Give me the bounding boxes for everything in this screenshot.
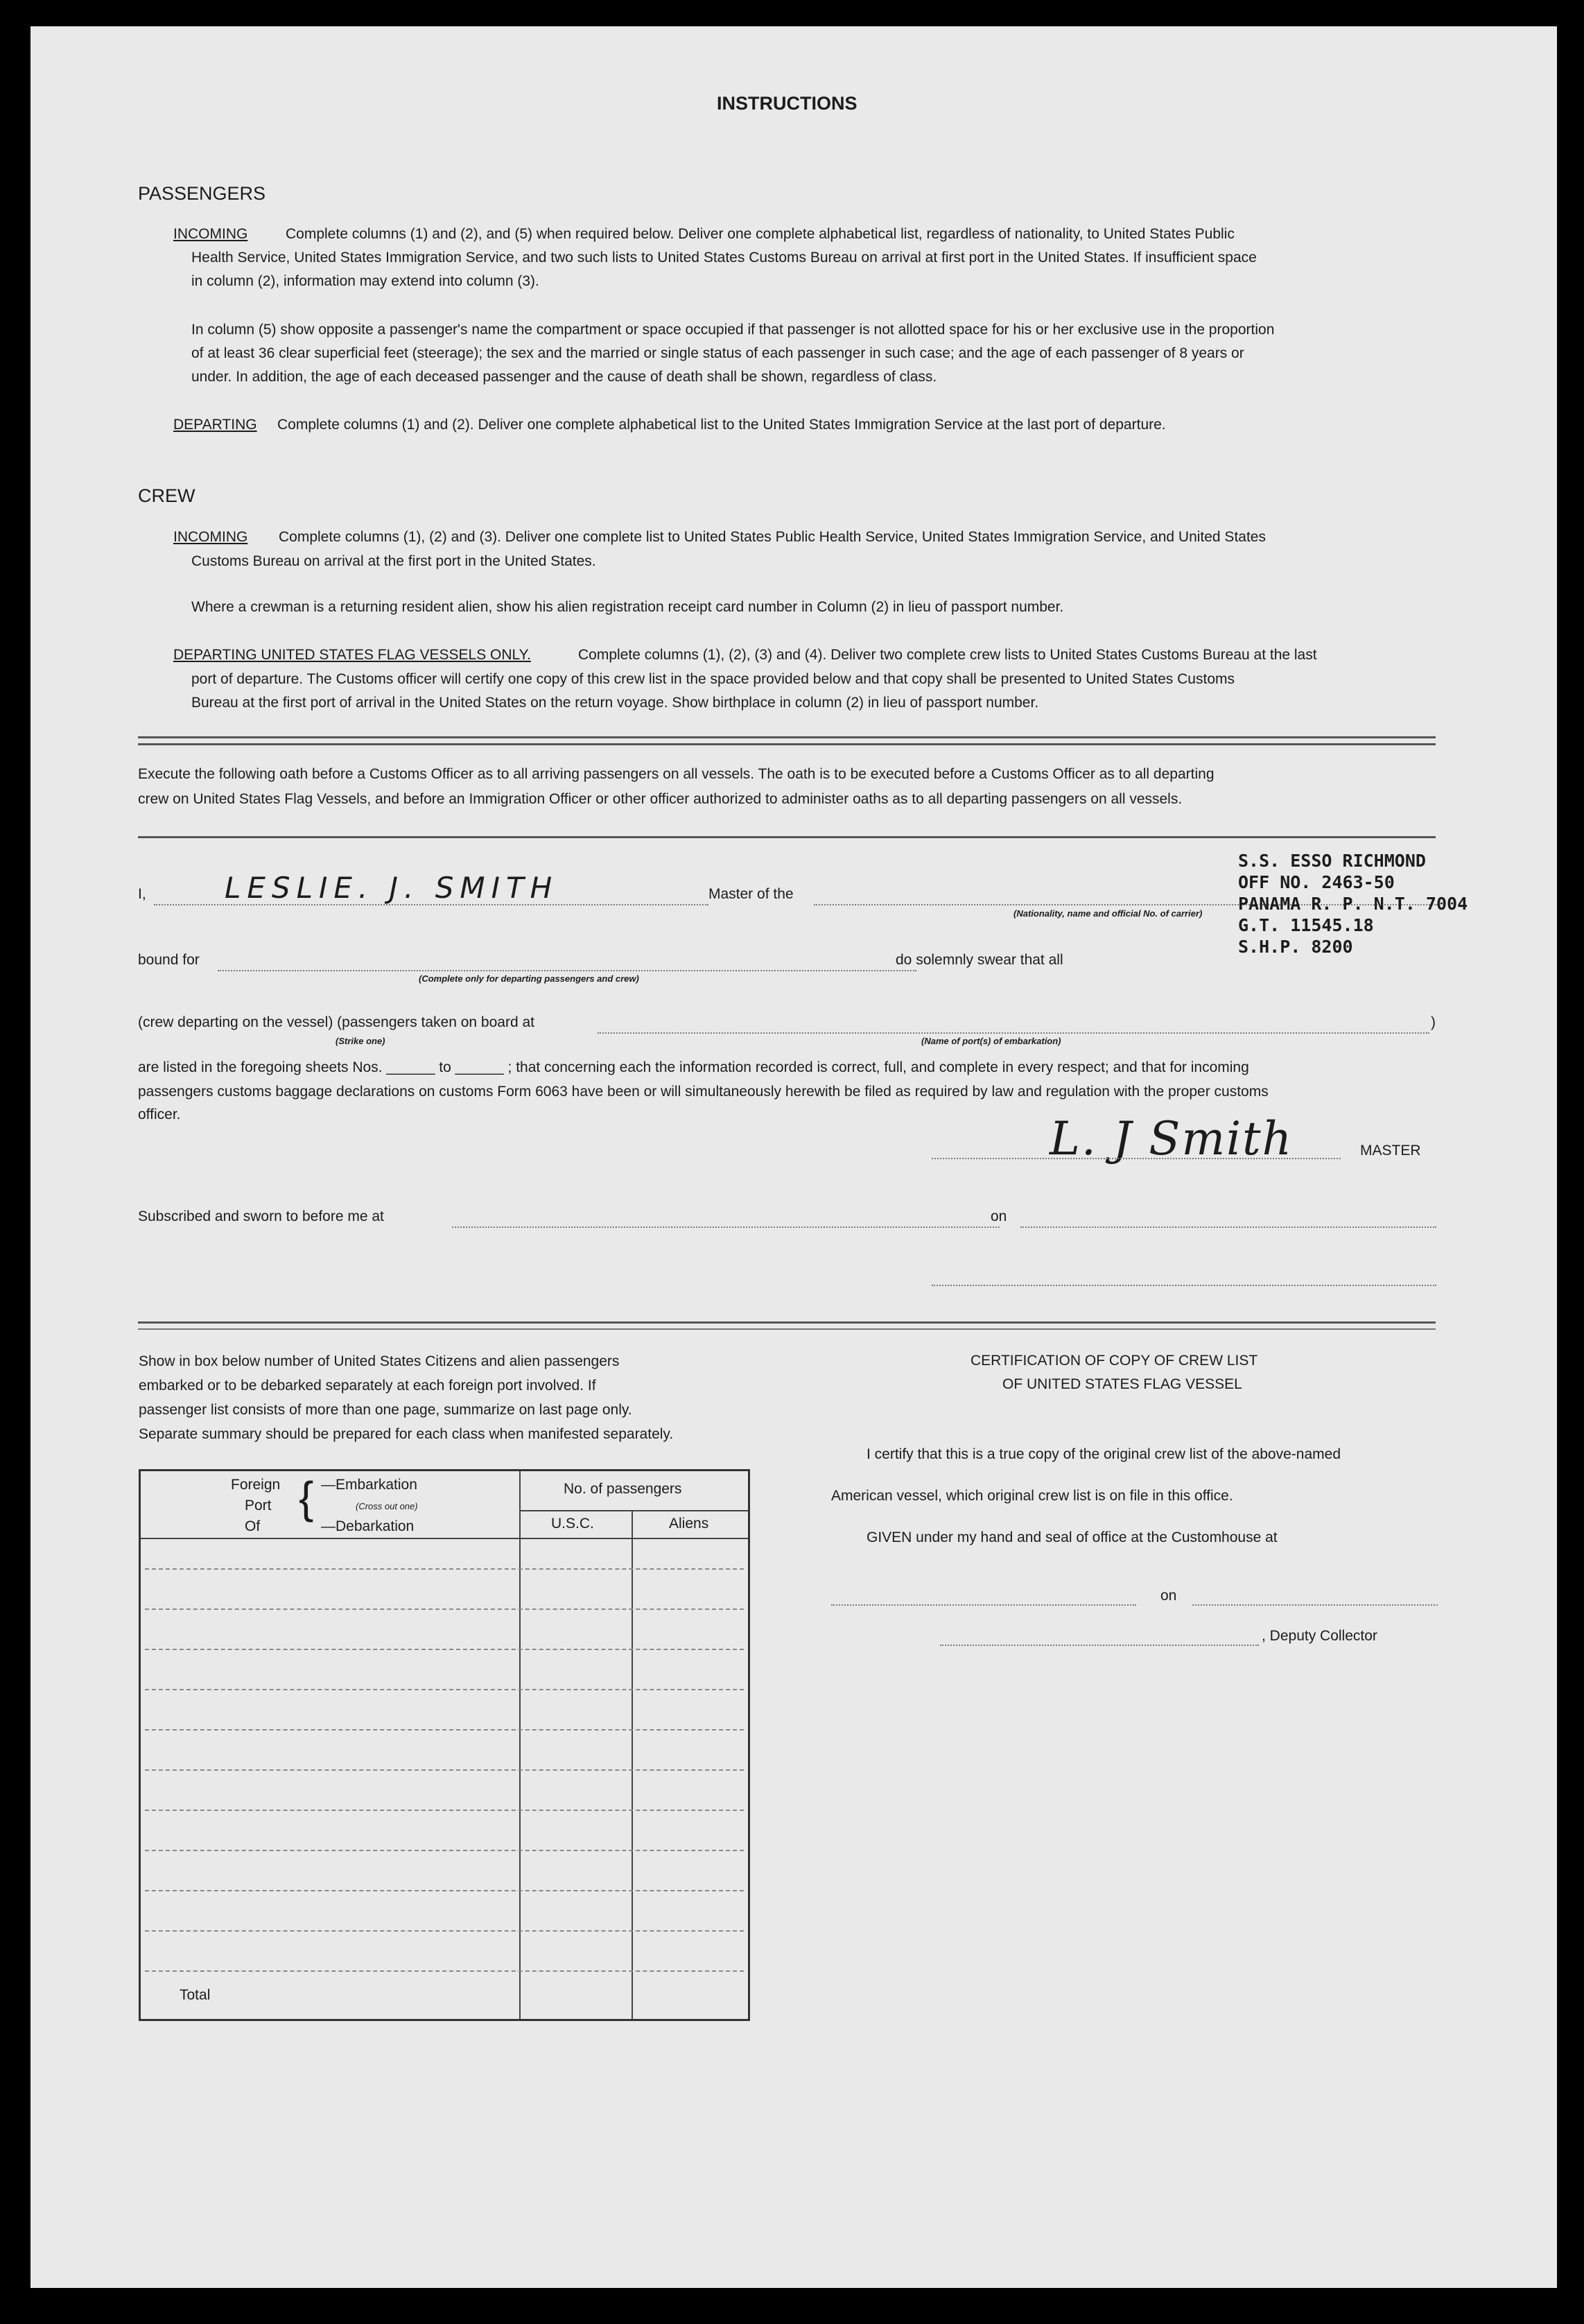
crew-incoming-label: INCOMING (173, 529, 248, 545)
table-divider-2 (632, 1510, 633, 2019)
summary-instruction-line3: passenger list consists of more than one page, summarize on last page only. (139, 1402, 632, 1418)
certification-title-1: CERTIFICATION OF COPY OF CREW LIST (971, 1353, 1258, 1369)
crew-departing-line: (crew departing on the vessel) (passengers taken on board at (138, 1014, 534, 1030)
table-row[interactable] (145, 1930, 744, 1932)
embarkation-option[interactable]: —Embarkation (321, 1477, 417, 1493)
brace-icon: { (299, 1473, 314, 1523)
table-row[interactable] (145, 1970, 744, 1972)
document-page (31, 26, 1557, 2288)
column5-line2: of at least 36 clear superficial feet (steerage); the sex and the married or single status of each passenger in such case; and the age of each passenger of 8 years or (191, 345, 1244, 361)
table-row[interactable] (145, 1729, 744, 1731)
master-label: MASTER (1360, 1143, 1421, 1159)
of-label: Of (245, 1518, 261, 1534)
column5-line1: In column (5) show opposite a passenger's name the compartment or space occupied if that passenger is not allotted space for his or her exclusive use in the proportion (191, 322, 1275, 338)
officer-signature-field[interactable] (932, 1285, 1436, 1286)
passengers-title: PASSENGERS (138, 183, 266, 204)
table-row[interactable] (145, 1810, 744, 1811)
strike-caption: (Strike one) (336, 1036, 385, 1046)
stamp-line-1: S.S. ESSO RICHMOND (1238, 851, 1426, 871)
summary-instruction-line4: Separate summary should be prepared for each class when manifested separately. (139, 1426, 674, 1442)
sworn-date-field[interactable] (1020, 1226, 1436, 1228)
sworn-place-field[interactable] (452, 1226, 1000, 1228)
passengers-incoming-line1: Complete columns (1) and (2), and (5) when required below. Deliver one complete alphabetical list, regardless of nationality, to United States Public (286, 226, 1235, 242)
bound-caption: (Complete only for departing passengers and crew) (419, 973, 639, 984)
oath-intro-line2: crew on United States Flag Vessels, and before an Immigration Officer or other officer authorized to administer oaths as to all departing passengers on all vessels. (138, 791, 1183, 807)
debarkation-option[interactable]: —Debarkation (321, 1518, 415, 1534)
vessel-stamp (1238, 850, 1468, 957)
section-divider-bottom (138, 1321, 1436, 1324)
table-row[interactable] (145, 1850, 744, 1851)
deputy-collector-label: , Deputy Collector (1262, 1628, 1377, 1644)
swear-label: do solemnly swear that all (896, 952, 1063, 968)
section-divider-top (138, 736, 1436, 738)
master-name-field[interactable] (154, 904, 708, 905)
header-bottom-line (141, 1538, 748, 1539)
sheets-line2: passengers customs baggage declarations on customs Form 6063 have been or will simultaneously herewith be filed as required by law and regulation with the proper customs (138, 1084, 1269, 1100)
passengers-departing-text: Complete columns (1) and (2). Deliver one complete alphabetical list to the United States Immigration Service at the last port of departure. (277, 417, 1166, 433)
certification-line1: I certify that this is a true copy of the original crew list of the above-named (867, 1446, 1341, 1462)
deputy-collector-field[interactable] (940, 1645, 1259, 1646)
table-row[interactable] (145, 1608, 744, 1610)
summary-instructions (139, 1349, 747, 1446)
section-divider-top-2 (138, 743, 1436, 745)
embark-caption: (Name of port(s) of embarkation) (921, 1036, 1061, 1046)
oath-intro-line1: Execute the following oath before a Customs Officer as to all arriving passengers on all vessels. The oath is to be executed before a Customs Officer as to all departing (138, 766, 1215, 782)
passengers-incoming-line2: Health Service, United States Immigration Service, and two such lists to United States Customs Bureau on arrival at first port in the United States. If insufficient space (191, 250, 1257, 266)
total-label: Total (180, 1987, 211, 2003)
sheets-line1: are listed in the foregoing sheets Nos. ______ to ______ ; that concerning each the information recorded is correct, full, and complete in every respect; and that for incoming (138, 1059, 1249, 1075)
section-divider-bottom-2 (138, 1328, 1436, 1330)
crew-incoming-line2: Customs Bureau on arrival at the first port in the United States. (191, 553, 596, 569)
master-name-handwritten: LESLIE. J. SMITH (225, 871, 559, 905)
subscribed-label: Subscribed and sworn to before me at (138, 1208, 384, 1224)
header-subline (519, 1510, 748, 1511)
certification-title-2: OF UNITED STATES FLAG VESSEL (1002, 1376, 1242, 1392)
page-heading: INSTRUCTIONS (717, 93, 858, 114)
table-row[interactable] (145, 1890, 744, 1891)
close-paren: ) (1431, 1014, 1436, 1030)
crew-departing-label: DEPARTING UNITED STATES FLAG VESSELS ONLY. (173, 647, 531, 663)
passengers-incoming-label: INCOMING (173, 226, 248, 242)
table-row[interactable] (145, 1769, 744, 1771)
table-row[interactable] (145, 1689, 744, 1690)
crew-title: CREW (138, 485, 195, 506)
master-signature: L. J Smith (1050, 1112, 1294, 1165)
passenger-summary-table (139, 1469, 750, 2021)
table-divider-1 (519, 1471, 521, 2019)
bound-for-label: bound for (138, 952, 200, 968)
bound-for-field[interactable] (218, 970, 916, 971)
carrier-caption: (Nationality, name and official No. of carrier) (1013, 908, 1203, 919)
usc-header: U.S.C. (551, 1516, 594, 1532)
passengers-incoming-line3: in column (2), information may extend into column (3). (191, 273, 539, 289)
foreign-label: Foreign (231, 1477, 281, 1493)
stamp-line-4: G.T. 11545.18 (1238, 915, 1374, 935)
certification-date-field[interactable] (1192, 1604, 1438, 1606)
summary-instruction-line2: embarked or to be debarked separately at each foreign port involved. If (139, 1378, 596, 1394)
column5-line3: under. In addition, the age of each deceased passenger and the cause of death shall be shown, regardless of class. (191, 369, 937, 385)
aliens-header: Aliens (669, 1516, 709, 1532)
sworn-on-label: on (991, 1208, 1007, 1224)
stamp-line-2: OFF NO. 2463-50 (1238, 872, 1395, 892)
embarkation-port-field[interactable] (598, 1032, 1429, 1034)
customhouse-field[interactable] (831, 1604, 1136, 1606)
crew-departing-line2: port of departure. The Customs officer will certify one copy of this crew list in the space provided below and that copy shall be presented to United States Customs (191, 671, 1235, 687)
certification-on-label: on (1160, 1588, 1177, 1604)
master-of-label: Master of the (708, 886, 794, 902)
oath-divider (138, 836, 1436, 838)
crew-departing-line3: Bureau at the first port of arrival in the United States on the return voyage. Show birthplace in column (2) in lieu of passport number. (191, 695, 1039, 711)
port-label: Port (245, 1498, 272, 1514)
crew-departing-line1: Complete columns (1), (2), (3) and (4). Deliver two complete crew lists to United States Customs Bureau at the last (578, 647, 1317, 663)
passengers-departing-label: DEPARTING (173, 417, 257, 433)
summary-instruction-line1: Show in box below number of United States Citizens and alien passengers (139, 1353, 620, 1369)
no-passengers-header: No. of passengers (564, 1481, 682, 1497)
sheets-line3: officer. (138, 1107, 181, 1122)
crew-resident-text: Where a crewman is a returning resident alien, show his alien registration receipt card number in Column (2) in lieu of passport number. (191, 599, 1064, 615)
table-row[interactable] (145, 1568, 744, 1570)
oath-i-label: I, (138, 886, 146, 902)
crew-incoming-line1: Complete columns (1), (2) and (3). Deliver one complete list to United States Public Health Service, United States Immigration Service, and United States (279, 529, 1266, 545)
stamp-line-3: PANAMA R. P. N.T. 7004 (1238, 894, 1468, 914)
table-row[interactable] (145, 1649, 744, 1650)
cross-out-caption: (Cross out one) (356, 1501, 418, 1511)
stamp-line-5: S.H.P. 8200 (1238, 937, 1353, 957)
certification-line2: American vessel, which original crew list is on file in this office. (831, 1488, 1233, 1504)
signature-line[interactable] (932, 1158, 1341, 1159)
certification-line3: GIVEN under my hand and seal of office at the Customhouse at (867, 1529, 1278, 1545)
